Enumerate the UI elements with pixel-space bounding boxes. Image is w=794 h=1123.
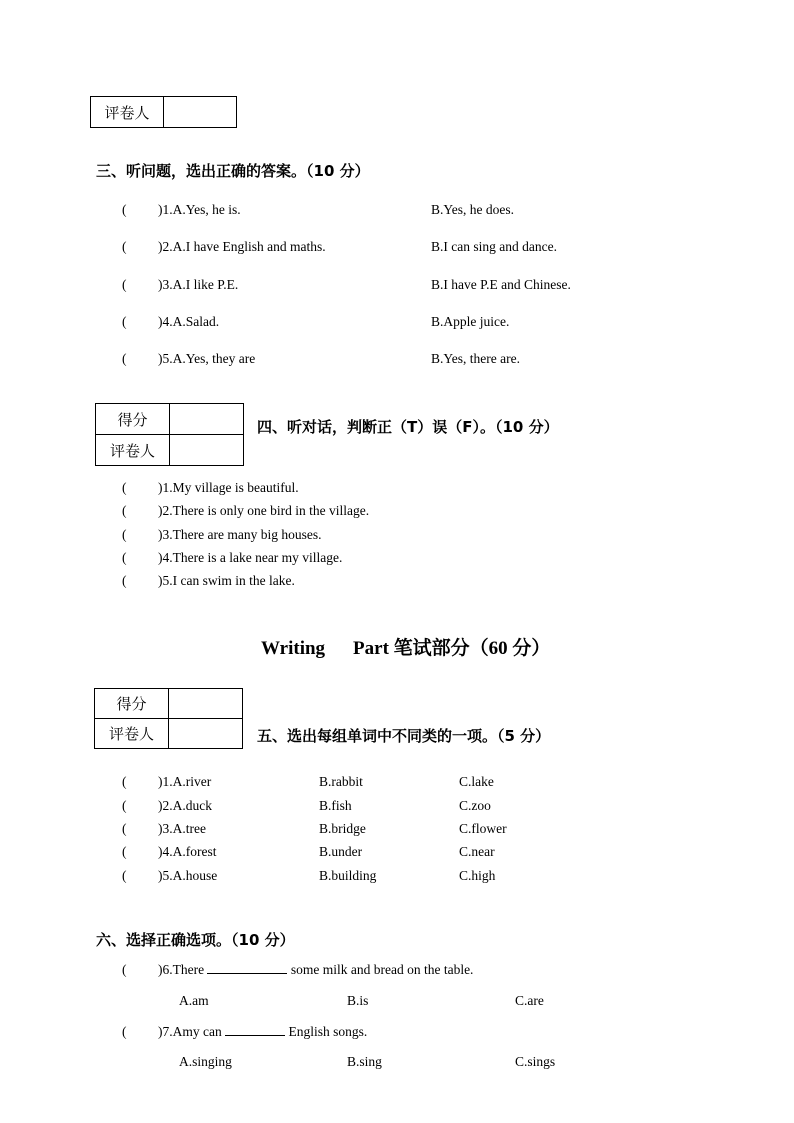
question-row (122, 550, 342, 566)
option-b: B.rabbit (319, 774, 363, 789)
option-b: B.I can sing and dance. (431, 239, 557, 254)
grader-label: 评卷人 (96, 435, 170, 466)
question-row (122, 774, 211, 790)
grader-field[interactable] (169, 719, 243, 749)
question-text-post: English songs. (288, 1024, 368, 1039)
fill-blank[interactable] (207, 973, 287, 974)
question-text-pre: )7.Amy can (158, 1024, 222, 1039)
statement-text: )1.My village is beautiful. (158, 480, 299, 495)
option-c: C.flower (459, 821, 507, 836)
score-label: 得分 (95, 689, 169, 719)
question-row (122, 314, 219, 330)
question-row (122, 527, 321, 543)
statement-text: )4.There is a lake near my village. (158, 550, 343, 565)
answer-paren[interactable]: ( (122, 868, 127, 883)
question-row (122, 962, 473, 978)
question-row (122, 480, 299, 496)
option-b: B.building (319, 868, 377, 883)
question-text-pre: )6.There (158, 962, 205, 977)
option-a: A.singing (179, 1054, 232, 1069)
answer-paren[interactable]: ( (122, 821, 127, 836)
statement-text: )2.There is only one bird in the village. (158, 503, 370, 518)
question-row (122, 202, 241, 218)
option-a: )2.A.I have English and maths. (158, 239, 326, 254)
option-a: )5.A.house (158, 868, 218, 883)
question-row (122, 821, 206, 837)
grader-box-1 (90, 96, 237, 128)
score-field[interactable] (170, 404, 244, 435)
answer-paren[interactable]: ( (122, 1024, 127, 1039)
section-5-heading: 五、选出每组单词中不同类的一项。（5 分） (257, 727, 551, 745)
writing-title-word: Writing (261, 638, 326, 659)
section-4-heading: 四、听对话，判断正（T）误（F）。（10 分） (257, 418, 559, 436)
question-row (122, 573, 295, 589)
option-b: B.Yes, there are. (431, 351, 520, 366)
option-a: A.am (179, 993, 209, 1008)
statement-text: )3.There are many big houses. (158, 527, 322, 542)
question-row (122, 239, 326, 255)
score-box-2 (95, 403, 244, 466)
answer-paren[interactable]: ( (122, 239, 127, 254)
answer-paren[interactable]: ( (122, 314, 127, 329)
answer-paren[interactable]: ( (122, 202, 127, 217)
option-b: B.bridge (319, 821, 366, 836)
fill-blank[interactable] (225, 1035, 285, 1036)
question-row (122, 503, 369, 519)
question-row (122, 844, 216, 860)
option-a: )4.A.Salad. (158, 314, 220, 329)
statement-text: )5.I can swim in the lake. (158, 573, 295, 588)
grader-field[interactable] (170, 435, 244, 466)
score-field[interactable] (169, 689, 243, 719)
option-a: )1.A.Yes, he is. (158, 202, 241, 217)
answer-paren[interactable]: ( (122, 573, 127, 588)
option-b: B.sing (347, 1054, 382, 1069)
option-a: )1.A.river (158, 774, 212, 789)
answer-paren[interactable]: ( (122, 480, 127, 495)
writing-title-rest: Part 笔试部分（60 分） (353, 638, 551, 659)
answer-paren[interactable]: ( (122, 550, 127, 565)
option-c: C.high (459, 868, 496, 883)
answer-paren[interactable]: ( (122, 798, 127, 813)
option-b: B.is (347, 993, 369, 1008)
answer-paren[interactable]: ( (122, 527, 127, 542)
option-a: )3.A.I like P.E. (158, 277, 239, 292)
grader-label: 评卷人 (95, 719, 169, 749)
grader-field[interactable] (164, 97, 237, 128)
option-c: C.sings (515, 1054, 556, 1069)
option-b: B.fish (319, 798, 352, 813)
grader-label: 评卷人 (91, 97, 164, 128)
option-b: B.Apple juice. (431, 314, 510, 329)
answer-paren[interactable]: ( (122, 277, 127, 292)
option-c: C.lake (459, 774, 494, 789)
answer-paren[interactable]: ( (122, 962, 127, 977)
option-a: )5.A.Yes, they are (158, 351, 256, 366)
question-row (122, 868, 217, 884)
question-text-post: some milk and bread on the table. (290, 962, 474, 977)
question-row (122, 1024, 367, 1040)
question-row (122, 351, 255, 367)
answer-paren[interactable]: ( (122, 844, 127, 859)
option-a: )2.A.duck (158, 798, 212, 813)
option-c: C.zoo (459, 798, 491, 813)
writing-part-title (261, 633, 550, 660)
answer-paren[interactable]: ( (122, 774, 127, 789)
answer-paren[interactable]: ( (122, 351, 127, 366)
answer-paren[interactable]: ( (122, 503, 127, 518)
option-b: B.I have P.E and Chinese. (431, 277, 571, 292)
option-c: C.near (459, 844, 495, 859)
option-b: B.under (319, 844, 363, 859)
question-row (122, 277, 238, 293)
option-a: )4.A.forest (158, 844, 217, 859)
section-3-heading: 三、听问题，选出正确的答案。（10 分） (96, 162, 370, 180)
option-c: C.are (515, 993, 544, 1008)
score-box-3 (94, 688, 243, 749)
option-b: B.Yes, he does. (431, 202, 515, 217)
section-6-heading: 六、选择正确选项。（10 分） (96, 931, 295, 949)
option-a: )3.A.tree (158, 821, 206, 836)
question-row (122, 798, 212, 814)
score-label: 得分 (96, 404, 170, 435)
